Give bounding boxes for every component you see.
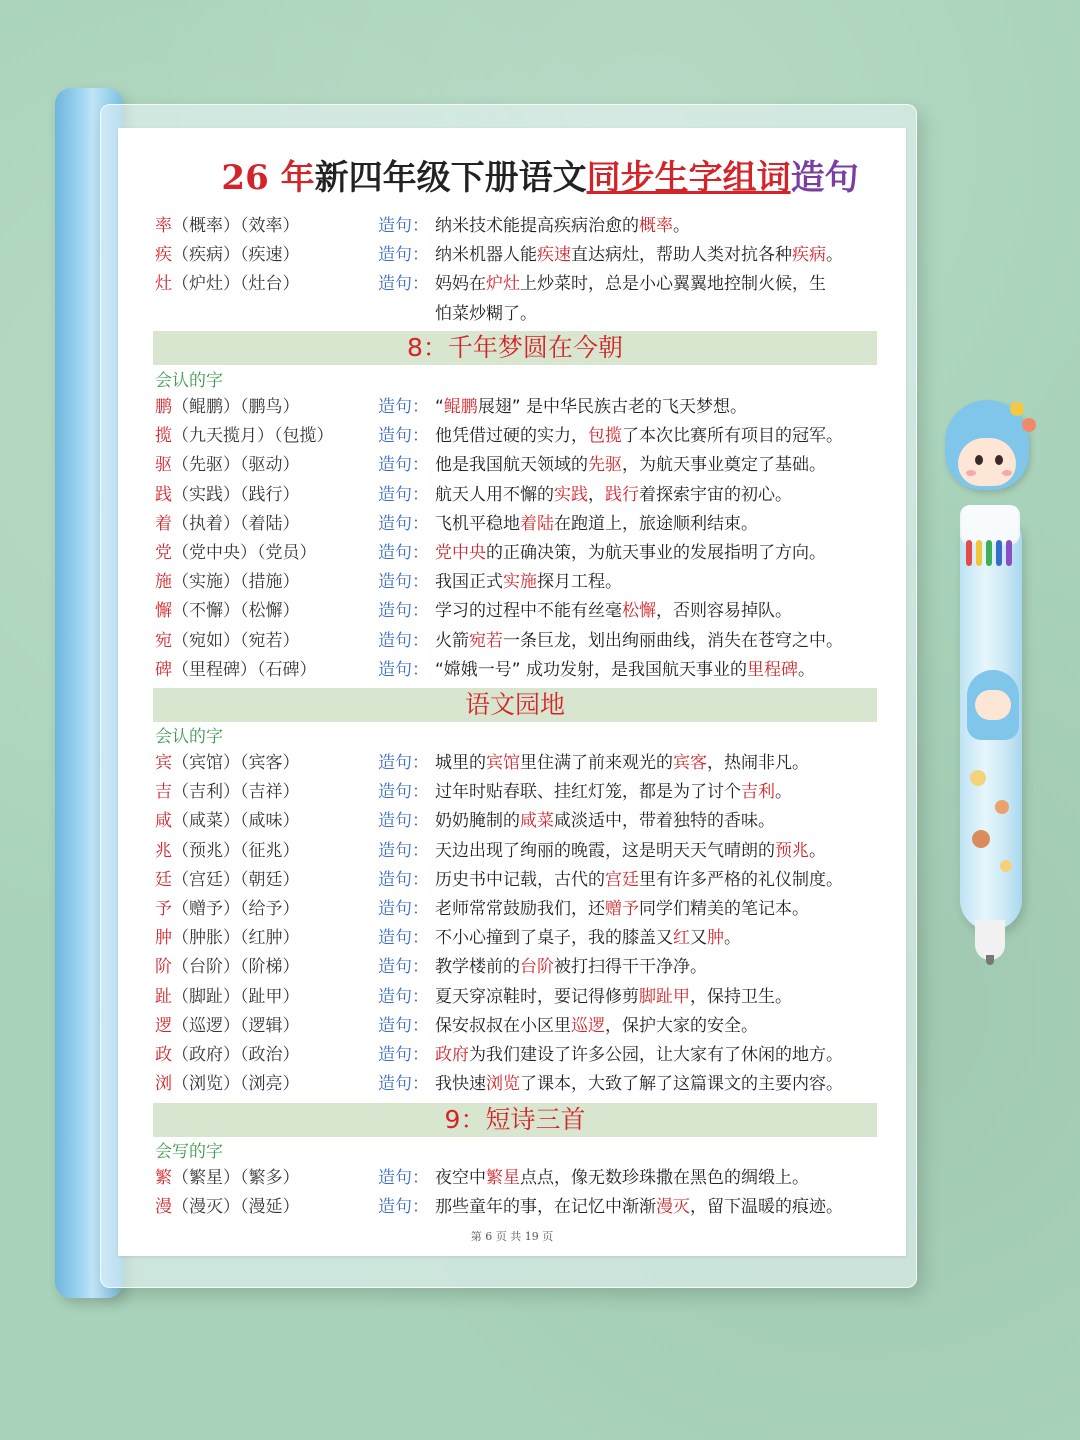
target-char: 浏 <box>155 1074 172 1095</box>
highlight-word: 宛若 <box>469 630 503 651</box>
highlight-word: 里程碑 <box>747 659 799 680</box>
word-pairs: （党中央）（党员） <box>172 543 317 563</box>
sentence-label: 造句： <box>378 899 429 919</box>
highlight-word: 炉灶 <box>486 274 520 294</box>
section-heading: 8：千年梦圆在今朝 <box>153 331 877 365</box>
sentence-label: 造句： <box>378 484 429 505</box>
sentence-text: 里住满了前来观光的 <box>520 753 673 773</box>
word-row <box>155 424 843 448</box>
target-char: 碑 <box>155 659 172 680</box>
target-char: 廷 <box>155 869 172 890</box>
highlight-word: 包揽 <box>588 426 622 447</box>
page-title <box>0 150 1080 199</box>
example-sentence <box>435 809 775 833</box>
highlight-word: 台阶 <box>520 957 554 978</box>
word-pairs: （政府）（政治） <box>172 1045 300 1065</box>
word-pairs: （执着）（着陆） <box>172 513 300 534</box>
sentence-text: ，为航天事业奠定了基础。 <box>622 455 826 476</box>
target-char: 政 <box>155 1045 172 1065</box>
example-sentence <box>435 955 707 979</box>
word-pairs: （炉灶）（灶台） <box>172 274 300 294</box>
doll-cheek-right <box>1002 470 1012 476</box>
word-pairs: （漫灭）（漫延） <box>172 1197 300 1218</box>
example-sentence <box>435 1072 843 1096</box>
highlight-word: 浏览 <box>486 1074 520 1095</box>
example-sentence <box>435 214 690 238</box>
sentence-text: 学习的过程中不能有丝毫 <box>435 601 622 622</box>
word-pairs: （九天揽月）（包揽） <box>172 426 334 447</box>
sentence-text: 。 <box>809 840 826 861</box>
example-sentence <box>435 541 826 565</box>
target-char: 予 <box>155 899 172 919</box>
target-char: 灶 <box>155 274 172 294</box>
sentence-label: 造句： <box>378 1074 429 1095</box>
sentence-text: 妈妈在 <box>435 274 486 294</box>
target-char: 兆 <box>155 840 172 861</box>
target-char: 肿 <box>155 928 172 949</box>
sentence-text: 探月工程。 <box>537 572 622 593</box>
sentence-text: 纳米机器人能 <box>435 245 537 265</box>
example-sentence <box>435 570 622 594</box>
sentence-text: 着探索宇宙的初心。 <box>639 484 792 505</box>
sentence-label: 造句： <box>378 869 429 890</box>
sentence-text: 点点，像无数珍珠撒在黑色的绸缎上。 <box>520 1168 809 1188</box>
word-pairs: （赠予）（给予） <box>172 899 300 919</box>
sentence-text: 为我们建设了许多公园，让大家有了休闲的地方。 <box>469 1045 843 1065</box>
example-sentence <box>435 897 809 921</box>
sentence-text: 那些童年的事，在记忆中渐渐 <box>435 1197 656 1218</box>
example-sentence <box>435 985 792 1009</box>
sentence-label: 造句： <box>378 601 429 622</box>
sentence-text: 。 <box>673 216 690 236</box>
sentence-text: 历史书中记载，古代的 <box>435 869 605 890</box>
example-sentence <box>435 395 747 419</box>
highlight-word: 疾速 <box>537 245 571 265</box>
pen-doll-print-face <box>975 690 1011 720</box>
word-row <box>155 1195 843 1219</box>
example-sentence <box>435 243 843 267</box>
sentence-text: ，保护大家的安全。 <box>605 1015 758 1036</box>
sentence-text: 教学楼前的 <box>435 957 520 978</box>
sentence-label: 造句： <box>378 513 429 534</box>
example-sentence <box>435 1195 843 1219</box>
sentence-text: 咸淡适中，带着独特的香味。 <box>554 811 775 832</box>
sentence-text: ，热闹非凡。 <box>707 753 809 773</box>
word-pairs: （肿胀）（红肿） <box>172 928 300 949</box>
sub-heading: 会写的字 <box>155 1142 223 1162</box>
doll-eye-right <box>995 455 1003 465</box>
highlight-word: 漫灭 <box>656 1197 690 1218</box>
sentence-text: 航天人用不懈的 <box>435 484 554 505</box>
word-row <box>155 483 792 507</box>
word-pairs: （吉利）（吉祥） <box>172 782 300 803</box>
sentence-label: 造句： <box>378 274 429 294</box>
sentence-text: 我快速 <box>435 1074 486 1095</box>
sentence-text: 过年时贴春联、挂红灯笼，都是为了讨个 <box>435 782 741 803</box>
highlight-word: 吉利 <box>741 782 775 803</box>
example-sentence <box>435 780 792 804</box>
word-pairs: （预兆）（征兆） <box>172 840 300 861</box>
section-heading: 9：短诗三首 <box>153 1103 877 1137</box>
highlight-word: 党中央 <box>435 543 486 563</box>
sentence-text: 夏天穿凉鞋时，要记得修剪 <box>435 986 639 1007</box>
sentence-text: ，留下温暖的痕迹。 <box>690 1197 843 1218</box>
target-char: 施 <box>155 572 172 593</box>
sentence-text: 城里的 <box>435 753 486 773</box>
word-pairs: （概率）（效率） <box>172 216 300 236</box>
sentence-text: 飞机平稳地 <box>435 513 520 534</box>
word-row <box>155 214 690 238</box>
ink-blue <box>996 540 1002 566</box>
sentence-text: “ <box>435 397 444 417</box>
sentence-text: 他凭借过硬的实力， <box>435 426 588 447</box>
sentence-label: 造句： <box>378 397 429 417</box>
example-sentence <box>435 483 792 507</box>
title-sentence: 造句 <box>790 158 859 198</box>
ink-red <box>966 540 972 566</box>
example-sentence <box>435 629 843 653</box>
highlight-word: 着陆 <box>520 513 554 534</box>
word-pairs: （浏览）（浏亮） <box>172 1074 300 1095</box>
pen-print-dot <box>1000 860 1012 872</box>
target-char: 逻 <box>155 1015 172 1036</box>
example-sentence <box>435 658 815 682</box>
word-row <box>155 1014 758 1038</box>
word-row <box>155 809 775 833</box>
highlight-word: 政府 <box>435 1045 469 1065</box>
word-pairs: （疾病）（疾速） <box>172 245 300 265</box>
sentence-text: 。 <box>798 659 816 680</box>
word-pairs: （宫廷）（朝廷） <box>172 869 300 890</box>
word-pairs: （先驱）（驱动） <box>172 455 300 476</box>
highlight-word: 肿 <box>707 928 724 949</box>
section-heading: 语文园地 <box>153 688 877 722</box>
word-row <box>155 780 792 804</box>
word-row <box>155 1043 843 1067</box>
example-sentence <box>435 272 826 296</box>
sentence-text: 我国正式 <box>435 572 503 593</box>
sentence-text: ，否则容易掉队。 <box>656 601 792 622</box>
sub-heading: 会认的字 <box>155 727 223 747</box>
word-row <box>155 985 792 1009</box>
target-char: 趾 <box>155 986 172 1007</box>
word-pairs: （宾馆）（宾客） <box>172 753 300 773</box>
word-row <box>155 272 826 324</box>
sentence-text: 同学们精美的笔记本。 <box>639 899 809 919</box>
pen-print-dot <box>995 800 1009 814</box>
sentence-label: 造句： <box>378 426 429 447</box>
word-pairs: （实施）（措施） <box>172 572 300 593</box>
word-pairs: （巡逻）（逻辑） <box>172 1015 300 1036</box>
example-sentence <box>435 868 843 892</box>
highlight-word: 概率 <box>639 216 673 236</box>
sentence-label: 造句： <box>378 630 429 651</box>
target-char: 驱 <box>155 455 172 476</box>
word-pairs: （宛如）（宛若） <box>172 630 300 651</box>
example-sentence <box>435 1166 809 1190</box>
highlight-word: 宫廷 <box>605 869 639 890</box>
highlight-word: 繁星 <box>486 1168 520 1188</box>
word-pairs: （繁星）（繁多） <box>172 1168 300 1188</box>
target-char: 漫 <box>155 1197 172 1218</box>
flower-icon <box>1022 418 1036 432</box>
sentence-label: 造句： <box>378 957 429 978</box>
sentence-text: 纳米技术能提高疾病治愈的 <box>435 216 639 236</box>
example-sentence <box>435 424 843 448</box>
highlight-word: 赠予 <box>605 899 639 919</box>
word-row <box>155 1166 809 1190</box>
sentence-text: 。 <box>724 928 741 949</box>
sentence-text: 展翅” 是中华民族古老的飞天梦想。 <box>477 397 748 417</box>
word-row <box>155 570 622 594</box>
ink-green <box>986 540 992 566</box>
sentence-label: 造句： <box>378 572 429 593</box>
example-sentence <box>435 1043 843 1067</box>
highlight-word: 预兆 <box>775 840 809 861</box>
highlight-word: 疾病 <box>792 245 826 265</box>
pen-print-dot <box>970 770 986 786</box>
sentence-text: 保安叔叔在小区里 <box>435 1015 571 1036</box>
target-char: 率 <box>155 216 172 236</box>
sentence-text: 上炒菜时，总是小心翼翼地控制火候，生 <box>520 274 826 294</box>
word-pairs: （里程碑）（石碑） <box>172 659 317 680</box>
sentence-label: 造句： <box>378 1045 429 1065</box>
word-row <box>155 395 748 419</box>
example-sentence <box>435 1014 758 1038</box>
sentence-text: “嫦娥一号” 成功发射，是我国航天事业的 <box>435 659 748 680</box>
word-pairs: （实践）（践行） <box>172 484 300 505</box>
target-char: 宛 <box>155 630 172 651</box>
example-sentence <box>435 751 809 775</box>
target-char: 揽 <box>155 426 172 447</box>
target-char: 党 <box>155 543 172 563</box>
word-row <box>155 1072 843 1096</box>
sentence-label: 造句： <box>378 928 429 949</box>
highlight-word: 脚趾甲 <box>639 986 690 1007</box>
highlight-word: 鲲鹏 <box>443 397 478 417</box>
doll-face <box>958 438 1016 486</box>
sentence-text: 被打扫得干干净净。 <box>554 957 707 978</box>
word-row <box>155 599 792 623</box>
highlight-word: 宾客 <box>673 753 707 773</box>
sentence-label: 造句： <box>378 245 429 265</box>
doll-eye-left <box>975 455 983 465</box>
sentence-text: 。 <box>826 245 843 265</box>
highlight-word: 咸菜 <box>520 811 554 832</box>
highlight-word: 实施 <box>503 572 537 593</box>
sentence-text: 。 <box>775 782 792 803</box>
target-char: 咸 <box>155 811 172 832</box>
sentence-label: 造句： <box>378 659 429 680</box>
sentence-label: 造句： <box>378 753 429 773</box>
word-row <box>155 243 843 267</box>
ink-purple <box>1006 540 1012 566</box>
sentence-label: 造句： <box>378 1168 429 1188</box>
pen-print-dot <box>972 830 990 848</box>
doll-cheek-left <box>966 470 976 476</box>
pen-clip <box>960 505 1020 545</box>
sentence-label: 造句： <box>378 1197 429 1218</box>
target-char: 鹏 <box>155 397 172 417</box>
sentence-label: 造句： <box>378 455 429 476</box>
target-char: 吉 <box>155 782 172 803</box>
example-sentence <box>435 599 792 623</box>
highlight-word: 巡逻 <box>571 1015 605 1036</box>
example-sentence <box>435 512 758 536</box>
word-row <box>155 868 843 892</box>
word-row <box>155 839 826 863</box>
sentence-text: 一条巨龙，划出绚丽曲线，消失在苍穹之中。 <box>503 630 843 651</box>
word-pairs: （咸菜）（咸味） <box>172 811 300 832</box>
word-row <box>155 658 816 682</box>
word-row <box>155 512 758 536</box>
word-row <box>155 629 843 653</box>
sentence-text: 不小心撞到了桌子，我的膝盖又 <box>435 928 673 949</box>
highlight-word: 宾馆 <box>486 753 520 773</box>
title-year: 26 年 <box>221 158 315 198</box>
highlight-word: 松懈 <box>622 601 656 622</box>
word-row <box>155 751 809 775</box>
target-char: 践 <box>155 484 172 505</box>
highlight-word: 实践 <box>554 484 588 505</box>
sentence-text: 的正确决策，为航天事业的发展指明了方向。 <box>486 543 826 563</box>
sentence-text: 里有许多严格的礼仪制度。 <box>639 869 843 890</box>
pen-point <box>986 955 994 965</box>
example-sentence <box>435 839 826 863</box>
sentence-label: 造句： <box>378 811 429 832</box>
word-pairs: （鲲鹏）（鹏鸟） <box>172 397 300 417</box>
word-pairs: （台阶）（阶梯） <box>172 957 300 978</box>
word-row <box>155 541 826 565</box>
title-topic: 同步生字组词 <box>586 158 791 198</box>
sentence-text: 了课本，大致了解了这篇课文的主要内容。 <box>520 1074 843 1095</box>
sentence-text: 火箭 <box>435 630 469 651</box>
sentence-text: 他是我国航天领域的 <box>435 455 588 476</box>
sentence-label: 造句： <box>378 840 429 861</box>
word-pairs: （不懈）（松懈） <box>172 601 300 622</box>
highlight-word: 先驱 <box>588 455 622 476</box>
word-pairs: （脚趾）（趾甲） <box>172 986 300 1007</box>
sentence-label: 造句： <box>378 1015 429 1036</box>
target-char: 宾 <box>155 753 172 773</box>
example-sentence-continued: 怕菜炒糊了。 <box>435 304 537 324</box>
target-char: 疾 <box>155 245 172 265</box>
flower-icon <box>1010 402 1024 416</box>
highlight-word: 红 <box>673 928 690 949</box>
title-grade: 新四年级下册语文 <box>314 158 587 198</box>
sentence-text: ， <box>588 484 605 505</box>
pen-tip <box>975 920 1005 960</box>
target-char: 繁 <box>155 1168 172 1188</box>
sentence-text: 了本次比赛所有项目的冠军。 <box>622 426 843 447</box>
target-char: 着 <box>155 513 172 534</box>
page-footer: 第 6 页 共 19 页 <box>470 1230 554 1243</box>
sentence-text: 老师常常鼓励我们，还 <box>435 899 605 919</box>
sentence-label: 造句： <box>378 543 429 563</box>
sentence-text: ，保持卫生。 <box>690 986 792 1007</box>
sentence-text: 又 <box>690 928 707 949</box>
example-sentence <box>435 453 826 477</box>
sentence-text: 天边出现了绚丽的晚霞，这是明天天气晴朗的 <box>435 840 775 861</box>
word-row <box>155 955 707 979</box>
sentence-text: 在跑道上，旅途顺利结束。 <box>554 513 758 534</box>
target-char: 懈 <box>155 601 172 622</box>
sentence-label: 造句： <box>378 216 429 236</box>
word-row <box>155 926 741 950</box>
word-row <box>155 453 826 477</box>
sentence-text: 夜空中 <box>435 1168 486 1188</box>
sentence-label: 造句： <box>378 986 429 1007</box>
sentence-label: 造句： <box>378 782 429 803</box>
ink-yellow <box>976 540 982 566</box>
sentence-text: 奶奶腌制的 <box>435 811 520 832</box>
highlight-word: 践行 <box>605 484 639 505</box>
example-sentence <box>435 926 741 950</box>
sentence-text: 直达病灶，帮助人类对抗各种 <box>571 245 792 265</box>
word-row <box>155 897 809 921</box>
sub-heading: 会认的字 <box>155 371 223 391</box>
target-char: 阶 <box>155 957 172 978</box>
